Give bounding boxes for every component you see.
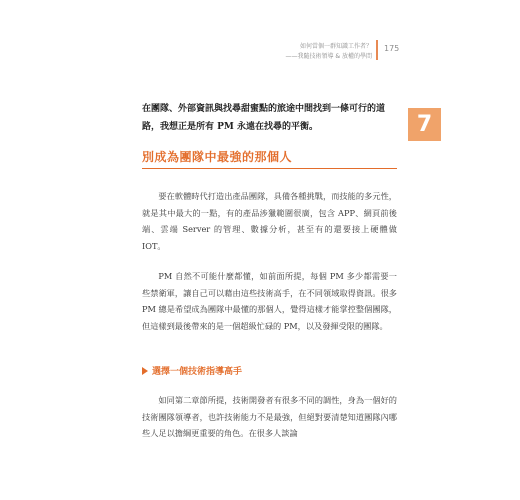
header-divider [376, 40, 378, 60]
running-head-title: 如何當個一群知識工作者？ [299, 43, 372, 50]
chapter-tab [408, 108, 441, 141]
chapter-number: 7 [416, 112, 433, 137]
section-title: 別成為團隊中最強的那個人 [142, 150, 293, 164]
page-number: 175 [384, 44, 400, 53]
lead-paragraph: 在團隊、外部資訊與找尋甜蜜點的旅途中間找到一條可行的道路，我想正是所有 PM 永遠在找尋的平衡。 [142, 104, 386, 132]
subsection-title: 選擇一個技術指導高手 [152, 367, 243, 377]
running-head-subtitle: ——我隨技術領導 & 放權的學問 [285, 53, 372, 60]
section-underline [142, 168, 397, 169]
body-paragraph-2: PM 自然不可能什麼都懂，如前面所提，每個 PM 多少都需要一些禁衛軍，讓自己可以藉由這些技術高手，在不同領域取得資訊。很多 PM 總是希望成為團隊中最懂的那個人，覺得這樣才能掌控整個團隊，但這樣到最後帶來的是一個超級忙碌的 PM，以及發揮受限的團隊。 [142, 271, 397, 331]
subsection-heading [142, 364, 242, 377]
running-head [286, 42, 373, 62]
triangle-bullet-icon [142, 367, 148, 375]
body-paragraph-3: 如同第二章節所提，技術開發者有很多不同的調性，身為一個好的技術團隊領導者，也許技術能力不是最強，但絕對要清楚知道團隊內哪些人足以擔綱更重要的角色。在很多人談論 [142, 395, 397, 438]
body-paragraph-1: 要在軟體時代打造出產品團隊，具備各種挑戰，而技能的多元性，就是其中最大的一點，有的產品涉獵範圍很廣，包含 APP、網頁前後端、雲端 Server 的管理、數據分析，甚至有的還要接上硬體做 IOT。 [142, 191, 397, 251]
